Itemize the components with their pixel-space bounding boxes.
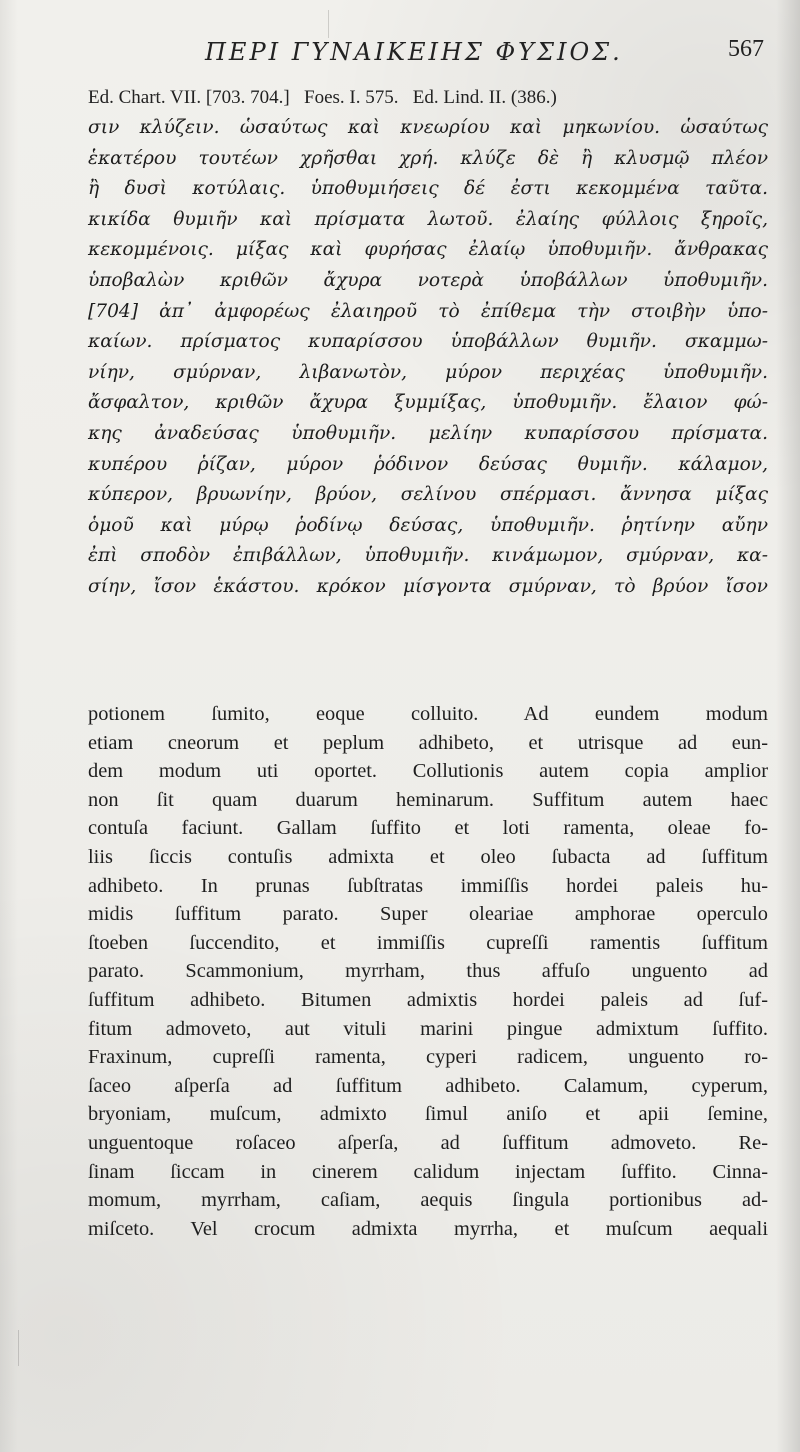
latin-text-line: ſuffitum adhibeto. Bitumen admixtis hordei paleis ad ſuf- (88, 988, 768, 1011)
latin-text-line: adhibeto. In prunas ſubſtratas immiſſis hordei paleis hu- (88, 874, 768, 897)
latin-text-line: bryoniam, muſcum, admixto ſimul aniſo et apii ſemine, (88, 1103, 768, 1126)
greek-text-line: κικίδα θυμιῆν καὶ πρίσματα λωτοῦ. ἐλαίης φύλλοις ξηροῖς, (88, 208, 768, 230)
latin-text-line: parato. Scammonium, myrrham, thus affuſo unguento ad (88, 960, 768, 983)
latin-text-line: Fraxinum, cupreſſi ramenta, cyperi radicem, unguento ro- (88, 1046, 768, 1069)
latin-text-line: potionem ſumito, eoque colluito. Ad eundem modum (88, 703, 768, 725)
greek-text-line: κης ἀναδεύσας ὑποθυμιῆν. μελίην κυπαρίσσου πρίσματα. (88, 422, 768, 444)
greek-text-line: νίην, σμύρναν, λιβανωτὸν, μύρον περιχέας ὑποθυμιῆν. (88, 361, 768, 383)
latin-text-line: fitum admoveto, aut vituli marini pingue admixtum ſuffito. (88, 1017, 768, 1040)
greek-text-line: κύπερον, βρυωνίην, βρύον, σελίνου σπέρμασι. ἄννησα μίξας (88, 484, 768, 506)
latin-text-line: momum, myrrham, caſiam, aequis ſingula portionibus ad- (88, 1189, 768, 1212)
latin-text-line: midis ſuffitum parato. Super oleariae amphorae operculo (88, 903, 768, 926)
greek-text-line: καίων. πρίσματος κυπαρίσσου ὑποβάλλων θυμιῆν. σκαμμω- (88, 331, 768, 353)
page-number: 567 (728, 36, 764, 62)
greek-text-line: ἑκατέρου τουτέων χρῆσθαι χρή. κλύζε δὲ ἢ κλυσμῷ πλέον (88, 147, 768, 169)
greek-text-block (88, 113, 768, 603)
latin-text-line: non ſit quam duarum heminarum. Suffitum autem haec (88, 788, 768, 811)
greek-text-line: ὁμοῦ καὶ μύρῳ ῥοδίνῳ δεύσας, ὑποθυμιῆν. ῥητίνην αὔην (88, 514, 768, 536)
scan-artifact-mark (18, 1330, 19, 1366)
greek-text-line: κυπέρου ῥίζαν, μύρον ῥόδινον δεύσας θυμιῆν. κάλαμον, (88, 453, 768, 475)
latin-text-line: unguentoque roſaceo aſperſa, ad ſuffitum admoveto. Re- (88, 1131, 768, 1154)
greek-text-line: ἐπὶ σποδὸν ἐπιβάλλων, ὑποθυμιῆν. κινάμωμον, σμύρναν, κα- (88, 545, 768, 567)
latin-text-line: dem modum uti oportet. Collutionis autem copia amplior (88, 760, 768, 783)
greek-text-line: κεκομμένοις. μίξας καὶ φυρήσας ἐλαίῳ ὑποθυμιῆν. ἄνθρακας (88, 239, 768, 261)
latin-text-line: etiam cneorum et peplum adhibeto, et utrisque ad eun- (88, 731, 768, 754)
latin-translation-block (88, 700, 768, 1243)
latin-text-line: miſceto. Vel crocum admixta myrrha, et muſcum aequali (88, 1217, 768, 1240)
scan-artifact-mark (328, 10, 329, 38)
greek-text-line: [704] ἀπ᾿ ἀμφορέως ἐλαιηροῦ τὸ ἐπίθεμα τὴν στοιβὴν ὑπο- (88, 300, 768, 322)
latin-text-line: ſaceo aſperſa ad ſuffitum adhibeto. Calamum, cyperum, (88, 1074, 768, 1097)
latin-text-line: ſinam ſiccam in cinerem calidum injectam ſuffito. Cinna- (88, 1160, 768, 1183)
greek-text-line: σίην, ἴσον ἑκάστου. κρόκον μίσγοντα σμύρναν, τὸ βρύον ἴσον (88, 575, 768, 597)
greek-text-line: σιν κλύζειν. ὡσαύτως καὶ κνεωρίου καὶ μηκωνίου. ὡσαύτως (88, 117, 768, 138)
running-head-title: ΠΕΡΙ ΓΥΝΑΙΚΕΙΗΣ ΦΥΣΙΟΣ. (205, 38, 623, 66)
page-left-edge-shadow (0, 0, 18, 1452)
greek-text-line: ἄσφαλτον, κριθῶν ἄχυρα ξυμμίξας, ὑποθυμιῆν. ἔλαιον φώ- (88, 392, 768, 414)
greek-text-line: ἢ δυσὶ κοτύλαις. ὑποθυμιήσεις δέ ἐστι κεκομμένα ταῦτα. (88, 178, 768, 200)
latin-text-line: contuſa faciunt. Gallam ſuffito et loti ramenta, oleae fo- (88, 817, 768, 840)
greek-text-line: ὑποβαλὼν κριθῶν ἄχυρα νοτερὰ ὑποβάλλων ὑποθυμιῆν. (88, 269, 768, 291)
latin-text-line: liis ſiccis contuſis admixta et oleo ſubacta ad ſuffitum (88, 845, 768, 868)
page-right-edge-shadow (776, 0, 800, 1452)
latin-text-line: ſtoeben ſuccendito, et immiſſis cupreſſi ramentis ſuffitum (88, 931, 768, 954)
edition-reference-line: Ed. Chart. VII. [703. 704.] Foes. I. 575. Ed. Lind. II. (386.) (88, 87, 557, 108)
